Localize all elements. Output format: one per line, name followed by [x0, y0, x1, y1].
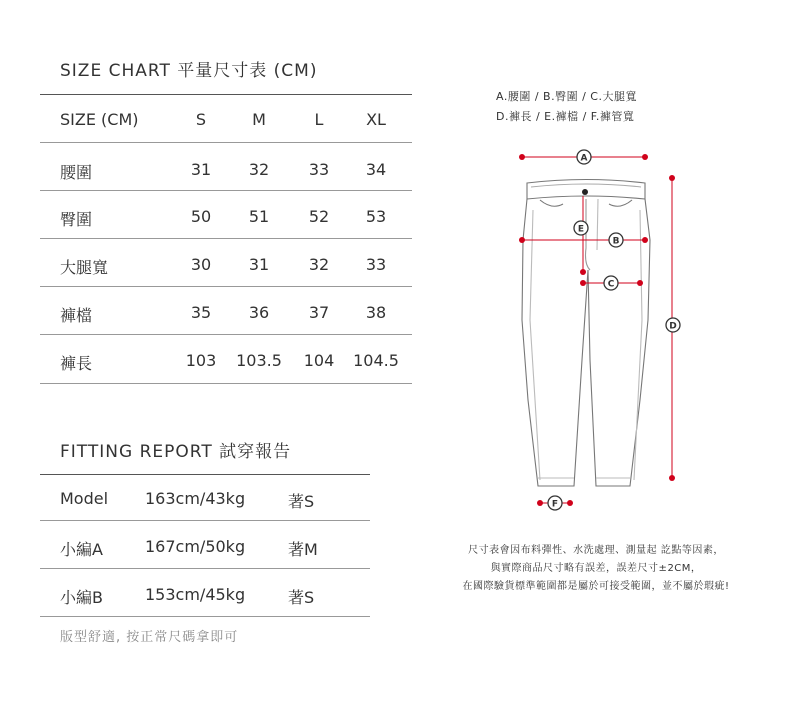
- table-cell: 50: [190, 207, 212, 226]
- tester-size: 著S: [288, 492, 315, 511]
- table-cell: 103.5: [236, 351, 282, 370]
- table-cell: 33: [308, 160, 330, 179]
- row-label: 腰圍: [60, 163, 93, 182]
- marker-e: [574, 221, 588, 235]
- marker-d-label: D: [669, 321, 677, 332]
- tester-size: 著M: [288, 540, 318, 559]
- table-cell: 32: [308, 255, 330, 274]
- tester-size: 著S: [288, 588, 315, 607]
- marker-a: [577, 150, 591, 164]
- size-header-xl: XL: [366, 110, 386, 129]
- row-label: 褲長: [60, 354, 93, 373]
- tester-name: 小編A: [60, 540, 103, 559]
- marker-f-label: F: [551, 499, 559, 510]
- size-header-l: L: [314, 110, 324, 129]
- table-cell: 103: [185, 351, 217, 370]
- table-cell: 34: [365, 160, 387, 179]
- table-cell: 104: [303, 351, 335, 370]
- table-cell: 31: [248, 255, 270, 274]
- row-label: 臀圍: [60, 210, 93, 229]
- tester-name: Model: [60, 489, 109, 508]
- table-cell: 104.5: [353, 351, 399, 370]
- table-cell: 53: [365, 207, 387, 226]
- note-line-3: 在國際驗貨標準範圍都是屬於可接受範圍，並不屬於瑕疵!: [462, 581, 730, 592]
- row-label: 大腿寬: [60, 258, 109, 277]
- size-header-s: S: [195, 110, 207, 129]
- note-line-1: 尺寸表會因布料彈性、水洗處理、測量起 訖點等因素，: [468, 545, 724, 556]
- legend-line-2: D.褲長 / E.褲檔 / F.褲管寬: [496, 110, 635, 123]
- size-header-label: SIZE (CM): [60, 110, 139, 129]
- marker-f: [548, 496, 562, 510]
- legend-line-1: A.腰圍 / B.臀圍 / C.大腿寬: [496, 90, 637, 103]
- tester-name: 小編B: [60, 588, 103, 607]
- table-cell: 51: [248, 207, 270, 226]
- row-label: 褲檔: [60, 306, 93, 325]
- marker-c-label: C: [607, 279, 615, 290]
- note-line-2: 與實際商品尺寸略有誤差，誤差尺寸±2CM，: [490, 563, 702, 574]
- tester-body: 153cm/45kg: [145, 585, 246, 604]
- marker-c: [604, 276, 618, 290]
- marker-b: [609, 233, 623, 247]
- marker-b-label: B: [612, 236, 620, 247]
- marker-e-label: E: [577, 224, 585, 235]
- size-header-m: M: [252, 110, 266, 129]
- table-cell: 33: [365, 255, 387, 274]
- fitting-report-title: FITTING REPORT 試穿報告: [60, 442, 292, 462]
- marker-a-label: A: [580, 153, 588, 164]
- table-cell: 31: [190, 160, 212, 179]
- table-cell: 37: [308, 303, 330, 322]
- tester-body: 163cm/43kg: [145, 489, 246, 508]
- table-cell: 32: [248, 160, 270, 179]
- size-chart-title: SIZE CHART 平量尺寸表 (CM): [60, 61, 318, 81]
- fit-note: 版型舒適, 按正常尺碼拿即可: [60, 630, 239, 645]
- tester-body: 167cm/50kg: [145, 537, 246, 556]
- table-cell: 30: [190, 255, 212, 274]
- marker-d: [666, 318, 680, 332]
- table-cell: 36: [248, 303, 270, 322]
- table-cell: 35: [190, 303, 212, 322]
- table-cell: 52: [308, 207, 330, 226]
- table-cell: 38: [365, 303, 387, 322]
